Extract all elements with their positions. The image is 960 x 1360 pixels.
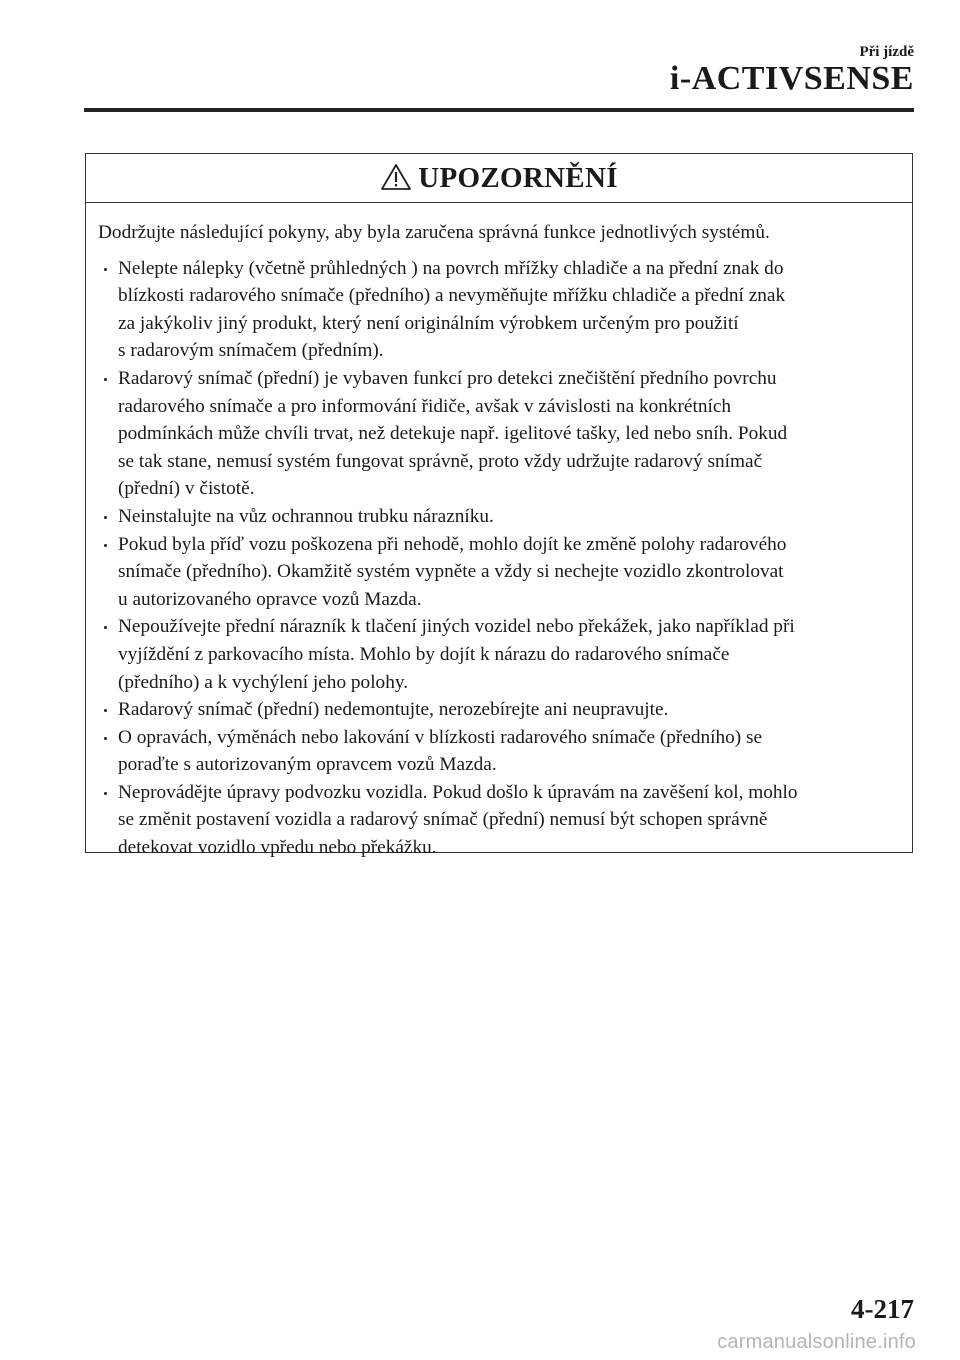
bullet-text-line: snímače (předního). Okamžitě systém vypněte a vždy si nechejte vozidlo zkontrolovat	[118, 561, 784, 583]
caution-bullet-item	[98, 531, 900, 614]
bullet-text-line: za jakýkoliv jiný produkt, který není originálním výrobkem určeným pro použití	[118, 312, 739, 334]
bullet-dot-icon	[104, 544, 107, 547]
bullet-text-line: Radarový snímač (přední) nedemontujte, nerozebírejte ani neupravujte.	[118, 699, 669, 721]
bullet-text-line: Pokud byla příď vozu poškozena při nehodě, mohlo dojít ke změně polohy radarového	[118, 533, 787, 555]
caution-bullet-item	[98, 613, 900, 696]
bullet-text-line: s radarovým snímačem (předním).	[118, 340, 384, 362]
bullet-text-line: (přední) v čistotě.	[118, 478, 255, 500]
bullet-text-line: O opravách, výměnách nebo lakování v blízkosti radarového snímače (předního) se	[118, 726, 763, 748]
bullet-text-line: Radarový snímač (přední) je vybaven funkcí pro detekci znečištění předního povrchu	[118, 367, 777, 389]
caution-body	[86, 203, 912, 862]
bullet-text-line: (předního) a k vychýlení jeho polohy.	[118, 671, 409, 693]
bullet-text-line: vyjíždění z parkovacího místa. Mohlo by dojít k nárazu do radarového snímače	[118, 643, 730, 665]
bullet-text-line: Neprovádějte úpravy podvozku vozidla. Pokud došlo k úpravám na zavěšení kol, mohlo	[118, 781, 798, 803]
bullet-text-line: se změnit postavení vozidla a radarový snímač (přední) nemusí být schopen správně	[118, 809, 768, 831]
warning-triangle-icon	[380, 163, 412, 191]
bullet-dot-icon	[104, 709, 107, 712]
bullet-dot-icon	[104, 737, 107, 740]
header-rule	[84, 108, 914, 112]
section-label: Při jízdě	[859, 44, 914, 60]
page-title: i-ACTIVSENSE	[669, 60, 914, 97]
caution-bullet-item	[98, 696, 900, 724]
footer-watermark-url: carmanualsonline.info	[717, 1331, 916, 1353]
bullet-text-line: radarového snímače a pro informování řidiče, avšak v závislosti na konkrétních	[118, 395, 732, 417]
caution-header	[86, 154, 912, 203]
bullet-text-line: Nepoužívejte přední nárazník k tlačení jiných vozidel nebo překážek, jako například při	[118, 616, 795, 638]
bullet-dot-icon	[104, 268, 107, 271]
page-number: 4-217	[851, 1294, 914, 1324]
caution-bullet-item	[98, 255, 900, 365]
bullet-text-line: u autorizovaného opravce vozů Mazda.	[118, 588, 422, 610]
caution-box	[85, 153, 913, 859]
caution-bullet-item	[98, 365, 900, 503]
caution-bullet-item	[98, 503, 900, 531]
bullet-dot-icon	[104, 792, 107, 795]
caution-intro: Dodržujte následující pokyny, aby byla zaručena správná funkce jednotlivých systémů.	[98, 222, 770, 243]
caution-heading: UPOZORNĚNÍ	[418, 161, 618, 194]
bullet-text-line: blízkosti radarového snímače (předního) a nevyměňujte mřížku chladiče a přední znak	[118, 285, 786, 307]
bullet-text-line: podmínkách může chvíli trvat, než detekuje např. igelitové tašky, led nebo sníh. Pokud	[118, 423, 788, 445]
bullet-text-line: Neinstalujte na vůz ochrannou trubku nárazníku.	[118, 505, 494, 527]
bullet-text-line: se tak stane, nemusí systém fungovat správně, proto vždy udržujte radarový snímač	[118, 450, 763, 472]
bullet-dot-icon	[104, 378, 107, 381]
caution-bullet-list	[98, 255, 900, 862]
bullet-dot-icon	[104, 516, 107, 519]
bullet-text-line: Nelepte nálepky (včetně průhledných ) na povrch mřížky chladiče a na přední znak do	[118, 257, 784, 279]
caution-bullet-item	[98, 724, 900, 779]
bullet-dot-icon	[104, 626, 107, 629]
caution-bullet-item	[98, 779, 900, 862]
bullet-text-line: poraďte s autorizovaným opravcem vozů Mazda.	[118, 754, 497, 776]
bullet-text-line: detekovat vozidlo vpředu nebo překážku.	[118, 837, 437, 859]
